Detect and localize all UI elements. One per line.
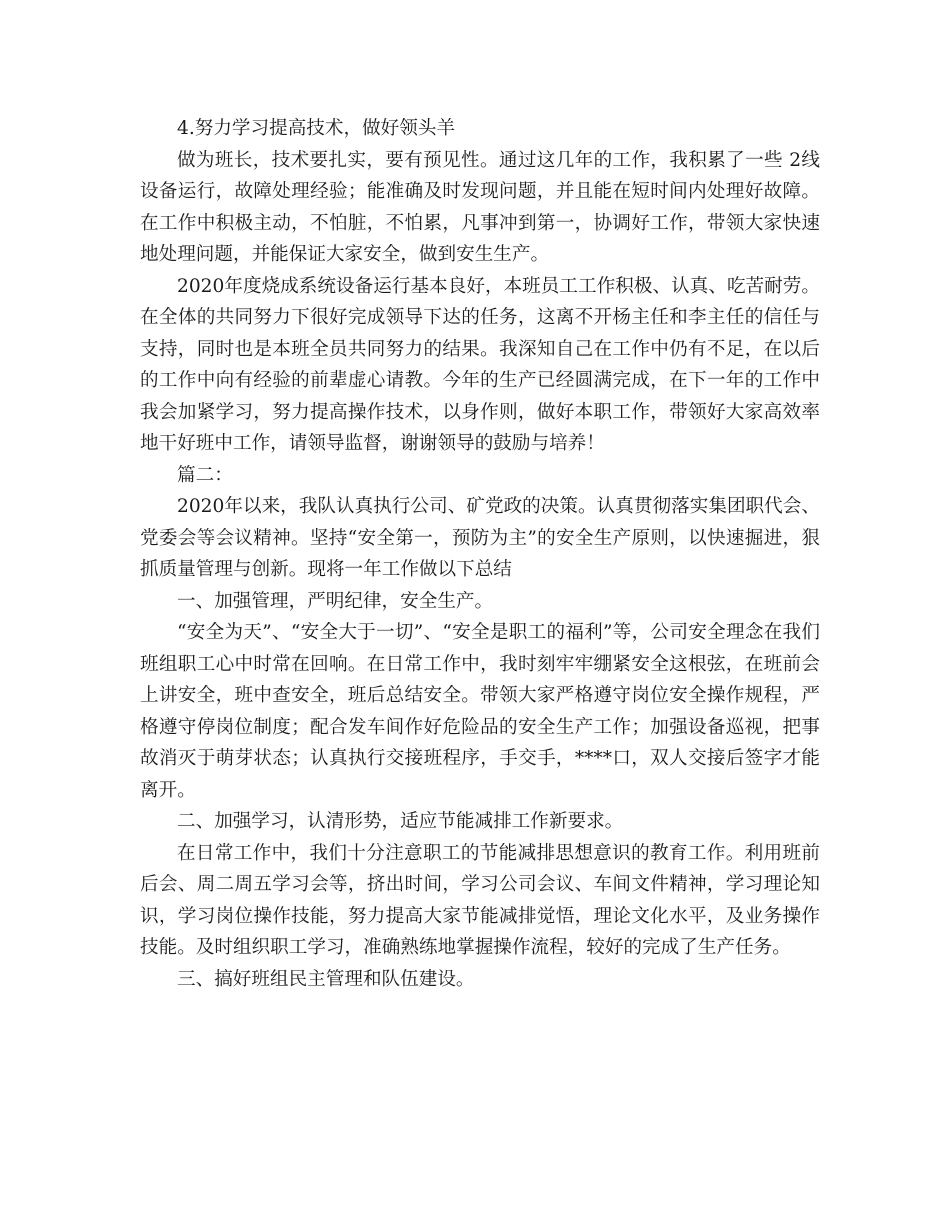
paragraph-learning: 在日常工作中，我们十分注意职工的节能减排思想意识的教育工作。利用班前后会、周二周五学习会等，挤出时间，学习公司会议、车间文件精神，学习理论知识，学习岗位操作技能，努力提高大家节能减排觉悟，理论文化水平，及业务操作技能。及时组织职工学习，准确熟练地掌握操作流程，较好的完成了生产任务。 [140, 842, 820, 958]
section-heading-1: 一、加强管理，严明纪律，安全生产。 [177, 590, 494, 612]
paragraph-2020-summary: 2020年度烧成系统设备运行基本良好，本班员工工作积极、认真、吃苦耐劳。在全体的共同努力下很好完成领导下达的任务，这离不开杨主任和李主任的信任与支持，同时也是本班全员共同努力的结果。我深知自己在工作中仍有不足，在以后的工作中向有经验的前辈虚心请教。今年的生产已经圆满完成，在下一年的工作中我会加紧学习，努力提高操作技术，以身作则，做好本职工作，带领好大家高效率地干好班中工作，请领导监督，谢谢领导的鼓励与培养！ [140, 275, 820, 454]
section-heading-3: 三、搞好班组民主管理和队伍建设。 [177, 968, 475, 990]
part-two-heading: 篇二： [177, 464, 233, 486]
section-heading-2: 二、加强学习，认清形势，适应节能减排工作新要求。 [177, 811, 624, 832]
section-heading-4: 4.努力学习提高技术，做好领头羊 [177, 118, 456, 139]
paragraph-part-two-intro: 2020年以来，我队认真执行公司、矿党政的决策。认真贯彻落实集团职代会、党委会等会议精神。坚持“安全第一，预防为主”的安全生产原则，以快速掘进，狠抓质量管理与创新。现将一年工作做以下总结 [140, 496, 820, 580]
paragraph-team-leader-skills: 做为班长，技术要扎实，要有预见性。通过这几年的工作，我积累了一些 2线设备运行，故障处理经验；能准确及时发现问题，并且能在短时间内处理好故障。在工作中积极主动，不怕脏，不怕累，凡事冲到第一，协调好工作，带领大家快速地处理问题，并能保证大家安全，做到安生生产。 [140, 149, 820, 265]
paragraph-safety: “安全为天”、“安全大于一切”、“安全是职工的福利”等，公司安全理念在我们班组职工心中时常在回响。在日常工作中，我时刻牢牢绷紧安全这根弦，在班前会上讲安全，班中查安全，班后总结安全。带领大家严格遵守岗位安全操作规程，严格遵守停岗位制度；配合发车间作好危险品的安全生产工作；加强设备巡视，把事故消灭于萌芽状态；认真执行交接班程序，手交手，****口，双人交接后签字才能离开。 [140, 622, 820, 801]
